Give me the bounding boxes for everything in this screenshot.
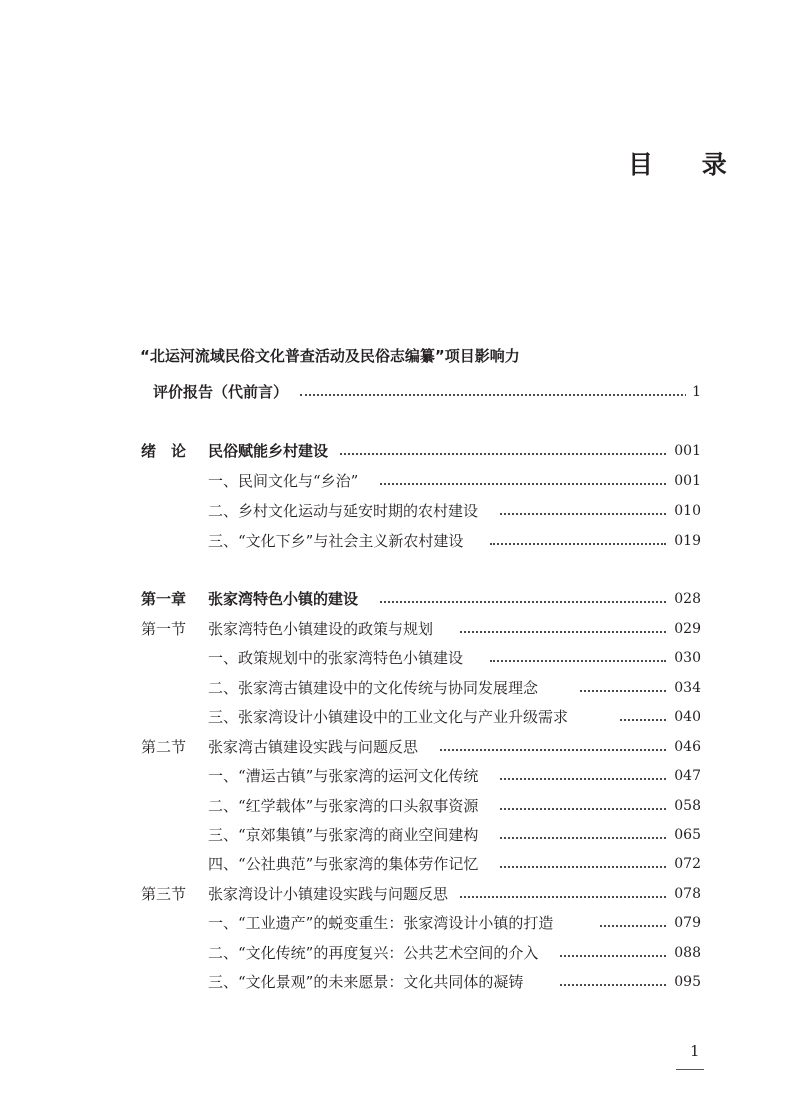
dot-leader	[580, 690, 666, 692]
toc-entry-section[interactable]	[0, 736, 800, 760]
toc-section-title: 张家湾设计小镇建设实践与问题反思	[208, 883, 454, 905]
toc-page-number: 034	[668, 677, 701, 699]
toc-chapter-label: 绪 论	[141, 442, 187, 460]
toc-page-number: 058	[668, 795, 701, 817]
toc-entry-item[interactable]	[0, 853, 800, 877]
dot-leader	[340, 453, 666, 455]
toc-item-title: 一、“工业遗产”的蜕变重生：张家湾设计小镇的打造	[208, 912, 559, 934]
dot-leader	[500, 808, 666, 810]
toc-entry-item[interactable]	[0, 765, 800, 789]
toc-entry-chapter[interactable]	[0, 588, 800, 612]
toc-page-number: 046	[668, 736, 701, 758]
dot-leader	[500, 778, 666, 780]
toc-page-number: 095	[668, 971, 701, 993]
footer-page-number: 1	[690, 1042, 700, 1060]
toc-entry-introduction[interactable]	[0, 440, 800, 464]
toc-entry-section[interactable]	[0, 618, 800, 642]
toc-page-number: 028	[668, 588, 701, 610]
toc-entry-preface[interactable]	[0, 381, 800, 405]
dot-leader	[500, 837, 666, 839]
toc-entry-item[interactable]	[0, 647, 800, 671]
toc-item-title: 四、“公社典范”与张家湾的集体劳作记忆	[208, 853, 484, 875]
dot-leader	[620, 719, 666, 721]
toc-entry-item[interactable]	[0, 677, 800, 701]
toc-entry-item[interactable]	[0, 942, 800, 966]
toc-item-title: 三、“文化景观”的未来愿景：文化共同体的凝铸	[208, 971, 529, 993]
toc-item-title: 三、张家湾设计小镇建设中的工业文化与产业升级需求	[208, 706, 574, 728]
toc-item-title: 一、民间文化与“乡治”	[208, 470, 364, 492]
dot-leader	[490, 660, 666, 662]
toc-entry-item[interactable]	[0, 912, 800, 936]
toc-item-title: 二、“红学载体”与张家湾的口头叙事资源	[208, 795, 484, 817]
toc-entry-item[interactable]	[0, 971, 800, 995]
toc-page-number: 001	[668, 440, 701, 462]
dot-leader	[560, 955, 666, 957]
toc-preface-title-line2: 评价报告（代前言）	[153, 381, 294, 403]
toc-page-number: 078	[668, 883, 701, 905]
dot-leader	[300, 394, 695, 396]
footer-rule	[676, 1069, 704, 1070]
toc-page-number: 019	[668, 530, 701, 552]
toc-page-number: 029	[668, 618, 701, 640]
toc-page-number: 040	[668, 706, 701, 728]
dot-leader	[380, 601, 666, 603]
toc-page-number: 047	[668, 765, 701, 787]
toc-page-number: 072	[668, 853, 701, 875]
toc-item-title: 三、“京郊集镇”与张家湾的商业空间建构	[208, 824, 484, 846]
page-title: 目 录	[628, 150, 747, 179]
toc-page-number: 010	[668, 500, 701, 522]
dot-leader	[460, 631, 666, 633]
toc-section-label: 第一节	[141, 620, 187, 638]
toc-section-title: 张家湾古镇建设实践与问题反思	[208, 736, 424, 758]
toc-item-title: 二、乡村文化运动与延安时期的农村建设	[208, 500, 484, 522]
toc-item-title: 二、“文化传统”的再度复兴：公共艺术空间的介入	[208, 942, 544, 964]
dot-leader	[560, 984, 666, 986]
toc-page-number: 001	[668, 470, 701, 492]
dot-leader	[380, 483, 666, 485]
dot-leader	[460, 896, 666, 898]
toc-preface-title-line1: “北运河流域民俗文化普查活动及民俗志编纂”项目影响力	[140, 347, 520, 365]
toc-page-number: 088	[668, 942, 701, 964]
toc-entry-item[interactable]	[0, 470, 800, 494]
toc-chapter-title: 民俗赋能乡村建设	[208, 440, 334, 462]
toc-page-number: 079	[668, 912, 701, 934]
toc-entry-section[interactable]	[0, 883, 800, 907]
toc-entry-item[interactable]	[0, 795, 800, 819]
toc-entry-item[interactable]	[0, 530, 800, 554]
toc-item-title: 一、政策规划中的张家湾特色小镇建设	[208, 647, 469, 669]
toc-section-title: 张家湾特色小镇建设的政策与规划	[208, 618, 439, 640]
toc-entry-item[interactable]	[0, 824, 800, 848]
toc-entry-item[interactable]	[0, 500, 800, 524]
dot-leader	[440, 749, 666, 751]
dot-leader	[500, 866, 666, 868]
dot-leader	[500, 513, 666, 515]
toc-entry-item[interactable]	[0, 706, 800, 730]
toc-page-number: 065	[668, 824, 701, 846]
toc-item-title: 一、“漕运古镇”与张家湾的运河文化传统	[208, 765, 484, 787]
toc-page-number: 1	[686, 381, 701, 403]
dot-leader	[600, 925, 666, 927]
toc-chapter-title: 张家湾特色小镇的建设	[208, 588, 364, 610]
dot-leader	[490, 543, 666, 545]
toc-section-label: 第二节	[141, 738, 187, 756]
toc-page-number: 030	[668, 647, 701, 669]
toc-section-label: 第三节	[141, 885, 187, 903]
toc-item-title: 三、“文化下乡”与社会主义新农村建设	[208, 530, 469, 552]
toc-chapter-label: 第一章	[141, 590, 187, 608]
toc-item-title: 二、张家湾古镇建设中的文化传统与协同发展理念	[208, 677, 544, 699]
